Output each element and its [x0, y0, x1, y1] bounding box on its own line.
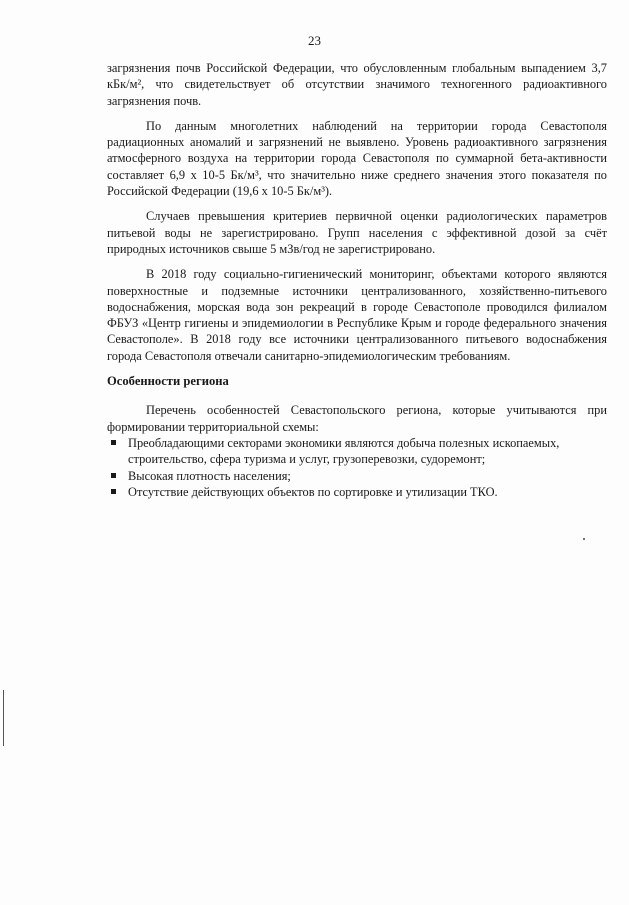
list-item-text: Преобладающими секторами экономики являются добыча полезных ископаемых, строительство, сфера туризма и услуг, грузоперевозки, судоремонт;	[128, 435, 560, 467]
paragraph-monitoring-2018: В 2018 году социально-гигиенический мониторинг, объектами которого являются поверхностные и подземные источники централизованного, хозяйственно-питьевого водоснабжения, морская вода зон рекреаций в городе Севастополе проводился филиалом ФБУЗ «Центр гигиены и эпидемиологии в Республике Крым и городе федерального значения Севастополе». В 2018 году все источники централизованного питьевого водоснабжения города Севастополя отвечали санитарно-эпидемиологическим требованиям.	[107, 267, 607, 363]
section-heading: Особенности региона	[107, 374, 229, 389]
paragraph-drinking-water: Случаев превышения критериев первичной оценки радиологических параметров питьевой воды не зарегистрировано. Групп населения с эффективной дозой за счёт природных источников свыше 5 мЗв/год не зарегистрировано.	[107, 209, 607, 256]
page-number: 23	[308, 33, 321, 48]
square-bullet-icon	[111, 489, 116, 494]
paragraph-radiation-observations: По данным многолетних наблюдений на территории города Севастополя радиационных аномалий и загрязнений не выявлено. Уровень радиоактивного загрязнения атмосферного воздуха на территории города Севастополя по суммарной бета-активности составляет 6,9 х 10-5 Бк/м³, что значительно ниже среднего значения этого показателя по Российской Федерации (19,6 х 10-5 Бк/м³).	[107, 118, 607, 199]
list-item-text: Отсутствие действующих объектов по сортировке и утилизации ТКО.	[128, 484, 498, 499]
scan-margin-mark	[3, 690, 4, 746]
page-content	[107, 60, 607, 500]
paragraph-soil-contamination: загрязнения почв Российской Федерации, что обусловленным глобальным выпадением 3,7 кБк/м², что свидетельствует об отсутствии значимого техногенного радиоактивного загрязнения почв.	[107, 61, 607, 108]
list-item	[107, 484, 607, 500]
square-bullet-icon	[111, 440, 116, 445]
list-item	[107, 468, 607, 484]
square-bullet-icon	[111, 473, 116, 478]
section-intro: Перечень особенностей Севастопольского региона, которые учитываются при формировании территориальной схемы:	[107, 403, 607, 434]
scan-dot-mark	[583, 538, 585, 540]
list-item	[107, 435, 607, 468]
feature-list	[107, 435, 607, 500]
list-item-text: Высокая плотность населения;	[128, 468, 291, 483]
